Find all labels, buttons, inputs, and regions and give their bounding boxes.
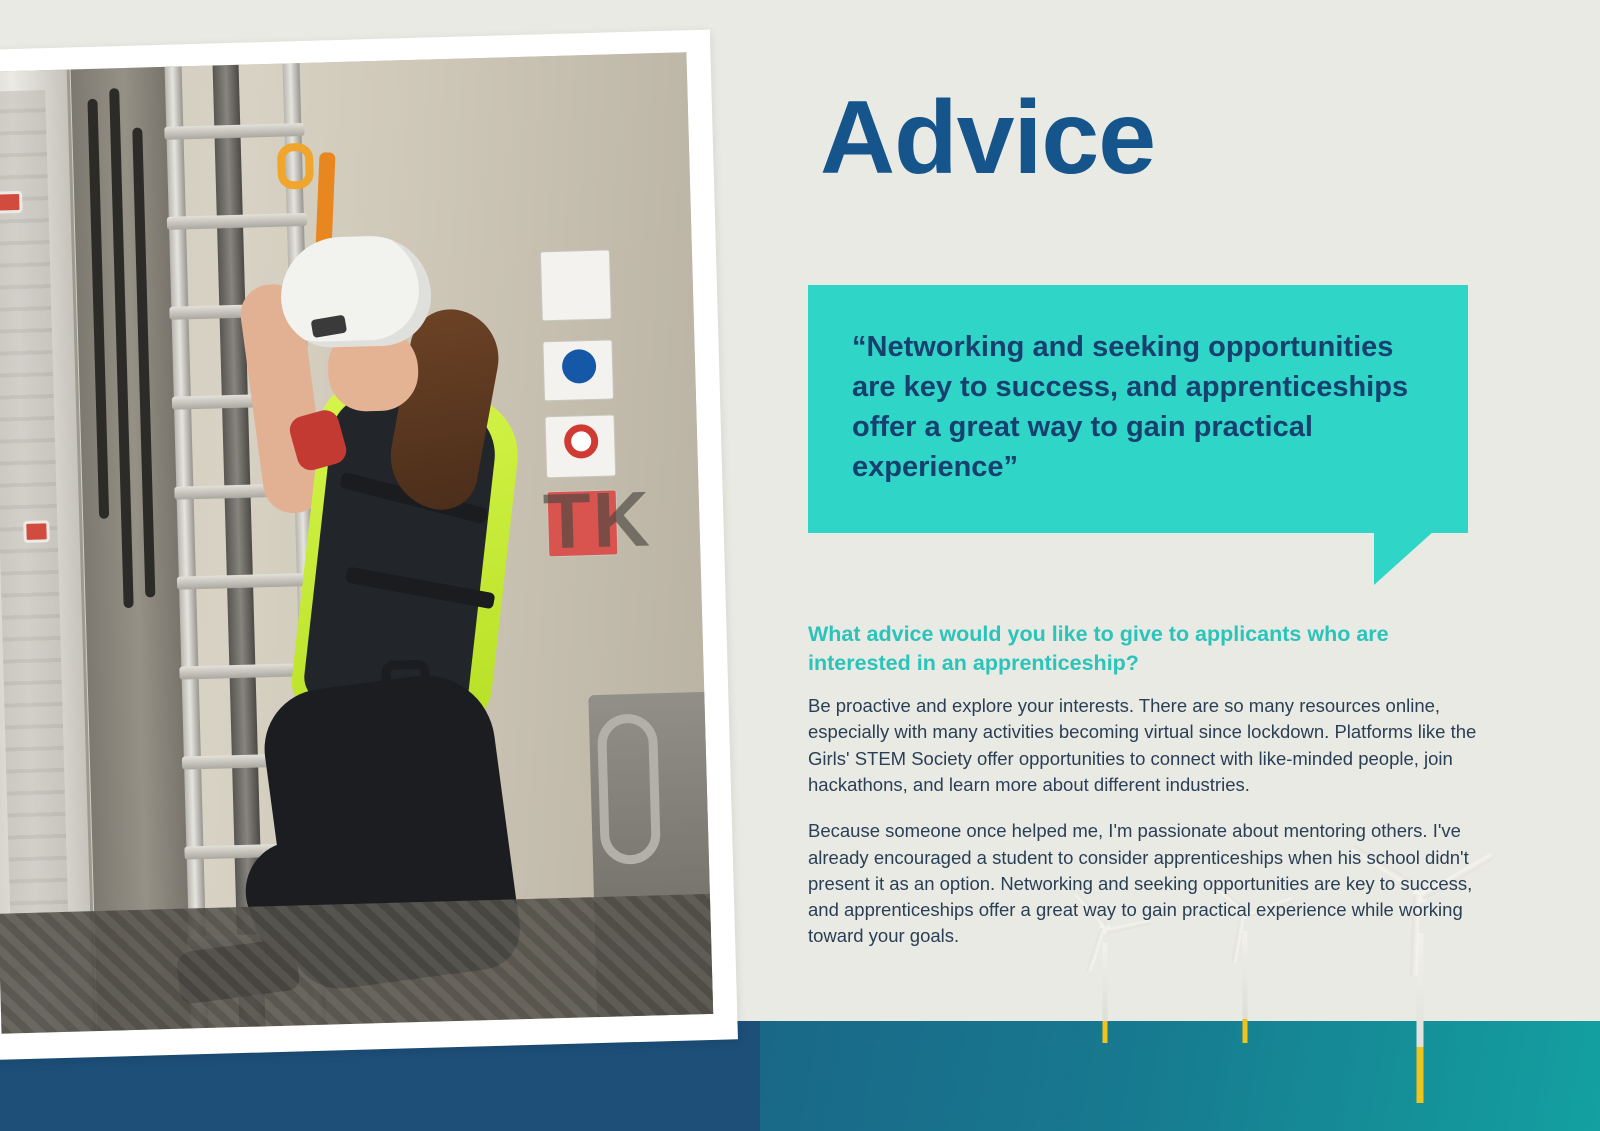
quote-bubble: [808, 285, 1468, 533]
photo-emergency-button: [0, 191, 23, 214]
photo-floor-grating: [0, 894, 713, 1034]
technician-climbing-ladder-photo: [0, 52, 713, 1034]
safety-sign-prohibition: [544, 414, 616, 478]
photo-wall-label: TK: [542, 474, 653, 566]
safety-sign-mandatory: [542, 339, 614, 401]
photo-frame: [0, 30, 738, 1061]
quote-text: “Networking and seeking opportunities are key to success, and apprenticeships offer a great way to gain practical experience”: [852, 331, 1409, 484]
page-title: Advice: [820, 80, 1156, 196]
qa-section: [808, 620, 1480, 970]
quote-bubble-tail: [1374, 531, 1434, 585]
qa-answer-paragraph-2: Because someone once helped me, I'm passionate about mentoring others. I've already encouraged a student to consider apprenticeships when his school didn't present it as an option. Networking and seeking opportunities are key to success, and apprenticeships offer a great way to gain practical experience while working toward your goals.: [808, 820, 1473, 947]
photo-safety-signs: [540, 249, 619, 511]
qa-answer-paragraph-1: Be proactive and explore your interests. There are so many resources online, especially with many activities becoming virtual since lockdown. Platforms like the Girls' STEM Society offer opportunities to connect with like-minded people, join hackathons, and learn more about different industries.: [808, 695, 1477, 795]
safety-sign-notice: [540, 249, 612, 321]
climber-safety-helmet: [279, 234, 432, 348]
photo-emergency-button: [23, 520, 50, 543]
ladder-rung: [167, 213, 307, 230]
climber-carabiner: [277, 143, 314, 190]
qa-question: What advice would you like to give to applicants who are interested in an apprenticeship?: [808, 622, 1389, 675]
content-column: [808, 0, 1540, 1131]
ladder-rung: [164, 123, 304, 140]
ladder-rung: [177, 573, 317, 590]
prohibition-icon: [564, 424, 599, 459]
photo-equipment-handle: [597, 713, 661, 865]
mandatory-icon: [562, 349, 597, 384]
